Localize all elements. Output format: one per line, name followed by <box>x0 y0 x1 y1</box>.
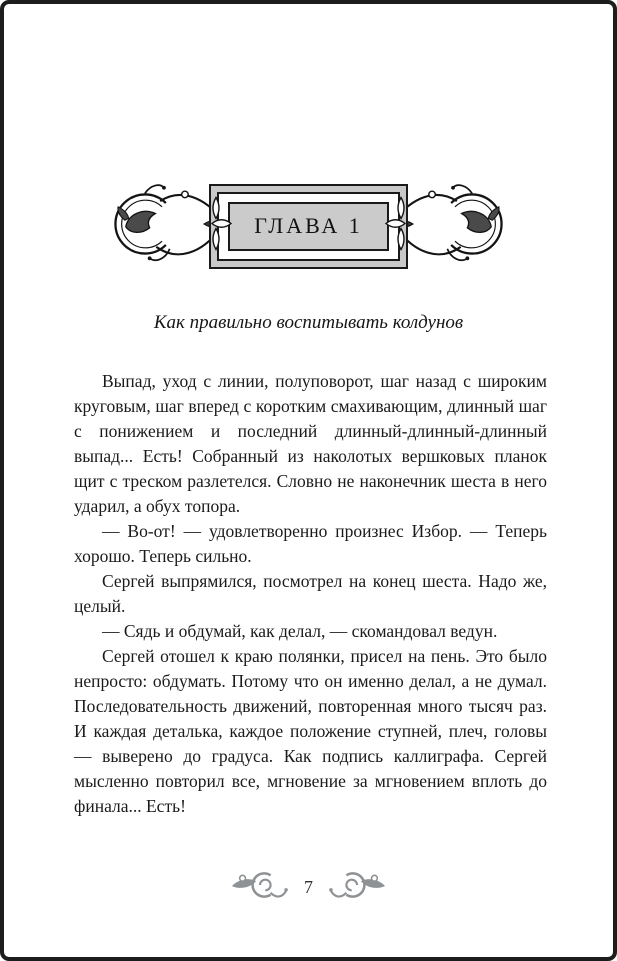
paragraph: — Во-от! — удовлетворенно произнес Избор. — Теперь хорошо. Теперь сильно. <box>74 521 547 566</box>
chapter-subtitle: Как правильно воспитывать колдунов <box>153 312 464 333</box>
scroll-vignette-icon <box>329 868 387 907</box>
floral-scroll-icon <box>392 180 516 273</box>
floral-scroll-icon <box>101 180 225 273</box>
paragraph: — Сядь и обдумай, как делал, — скомандовал ведун. <box>102 621 498 641</box>
body-text <box>74 369 547 819</box>
chapter-title: ГЛАВА 1 <box>254 212 363 238</box>
chapter-frame <box>209 184 408 269</box>
scroll-vignette-icon <box>230 868 288 907</box>
trefoil-bracket-icon <box>208 196 232 257</box>
paragraph: Сергей отошел к краю полянки, присел на пень. Это было непросто: обдумать. Потому что он именно делал, а не думал. Последовательность движений, повторенная много тысяч раз. И каждая деталька, каждое положение ступней, плеч, головы — выверено до градуса. Как подпись каллиграфа. Сергей мысленно повторил все, мгновение за мгновением вплоть до финала... Есть! <box>74 646 547 816</box>
chapter-banner <box>4 180 613 272</box>
chapter-frame-band <box>217 192 400 261</box>
page-number: 7 <box>304 877 313 897</box>
paragraph: Сергей выпрямился, посмотрел на конец шеста. Надо же, целый. <box>74 571 547 616</box>
trefoil-bracket-icon <box>385 196 409 257</box>
page-footer <box>4 868 613 907</box>
chapter-frame-panel <box>228 202 389 251</box>
paragraph: Выпад, уход с линии, полуповорот, шаг назад с широким круговым, шаг вперед с коротким смахивающим, длинный шаг с понижением и последний длинный-длинный-длинный выпад... Есть! Собранный из наколотых вершковых планок щит с треском разлетелся. Словно не наконечник шеста в него ударил, а обух топора. <box>74 371 547 516</box>
